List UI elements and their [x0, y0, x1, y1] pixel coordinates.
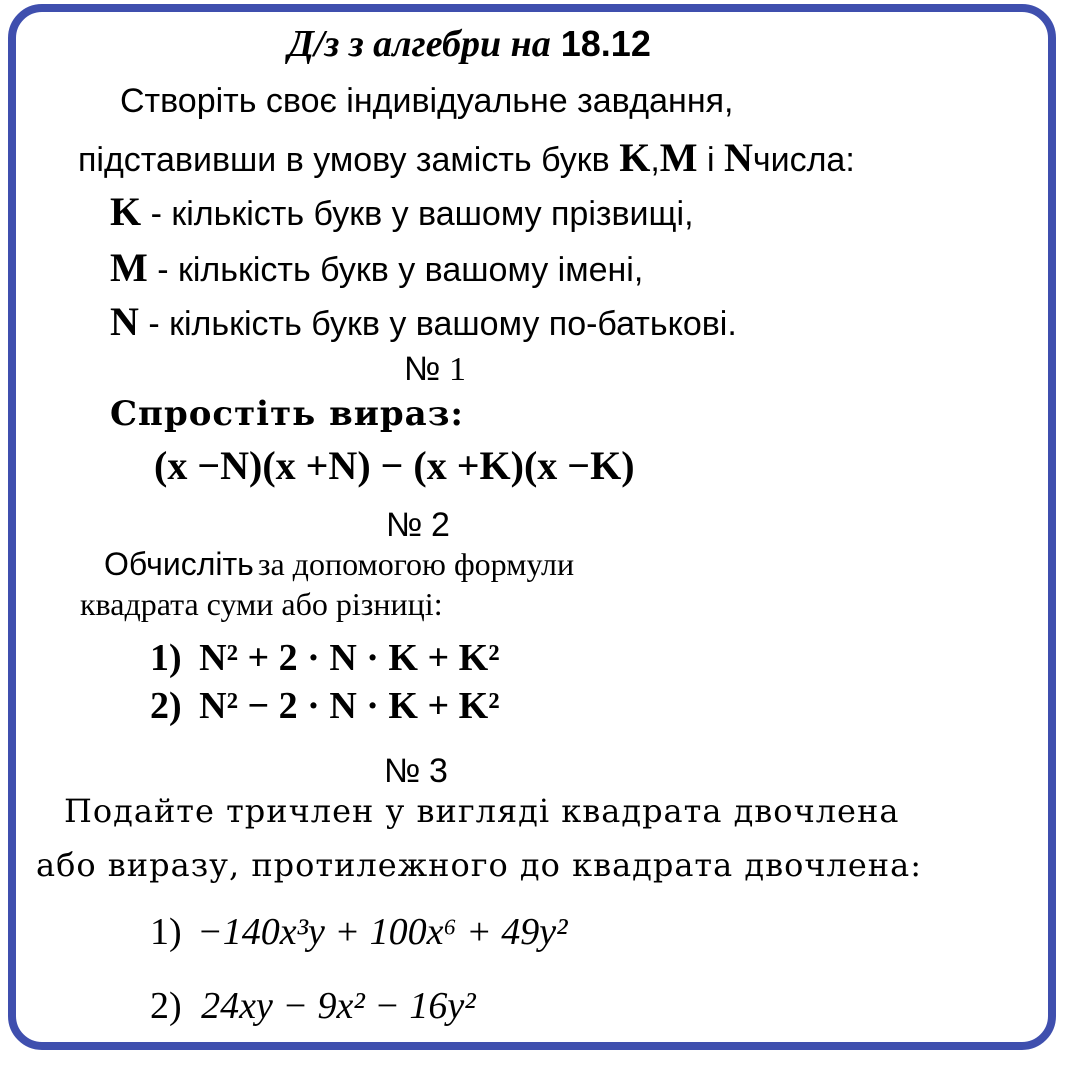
- page-title: [288, 22, 651, 66]
- task-3-instruction-line-2: або виразу, протилежного до квадрата двочлена:: [36, 846, 922, 884]
- definition-m: [110, 244, 643, 291]
- intro-line-2-end: числа:: [752, 141, 855, 179]
- definition-text: - кількість букв у вашому прізвищі,: [150, 195, 694, 233]
- definition-text: - кількість букв у вашому імені,: [157, 251, 644, 289]
- task-1-number: [404, 350, 466, 389]
- var-n-label: N: [724, 135, 753, 180]
- title-date: 18.12: [560, 23, 651, 64]
- var-m-label: M: [659, 135, 698, 180]
- number-sign: №: [384, 752, 421, 790]
- task-3-number: [384, 752, 448, 791]
- task-3-instruction-line-1: Подайте тричлен у вигляді квадрата двочлена: [64, 792, 900, 830]
- definition-text: - кількість букв у вашому по-батькові.: [148, 305, 737, 343]
- expression: (x −N)(x +N) − (x +K)(x −K): [154, 443, 635, 488]
- intro-line-2-text: підставивши в умову замість букв: [78, 141, 610, 179]
- definition-k: [110, 188, 694, 235]
- definition-var: M: [110, 245, 148, 290]
- instruction-part-b: за допомогою формули: [257, 546, 575, 582]
- number-sign: №: [386, 506, 423, 544]
- task-1-instruction: Спростіть вираз:: [110, 394, 464, 434]
- intro-line-1: Створіть своє індивідуальне завдання,: [120, 82, 734, 120]
- task-2-item-2: [150, 684, 500, 728]
- item-expression: N² − 2 · N · K + K²: [199, 685, 500, 727]
- definition-n: [110, 298, 737, 345]
- item-expression: 24xy − 9x² − 16y²: [201, 985, 476, 1027]
- number-sign: №: [404, 350, 441, 388]
- task-2-instruction-line-2: квадрата суми або різниці:: [80, 586, 443, 622]
- intro-line-2: [78, 134, 855, 181]
- task-number: 1: [448, 351, 466, 388]
- item-expression: −140x³y + 100x⁶ + 49y²: [197, 911, 568, 953]
- item-expression: N² + 2 · N · K + K²: [199, 637, 500, 679]
- and-separator: і: [706, 141, 715, 179]
- item-label: 2): [150, 685, 182, 727]
- item-label: 1): [150, 637, 182, 679]
- task-2-number: [386, 506, 450, 545]
- definition-var: N: [110, 299, 139, 344]
- task-2-item-1: [150, 636, 500, 680]
- task-1-expression: [154, 442, 635, 489]
- task-3-item-2: [150, 984, 476, 1028]
- item-label: 2): [150, 985, 182, 1027]
- title-prefix: Д/з з алгебри на: [288, 23, 551, 65]
- instruction-part-a: Обчисліть: [104, 546, 254, 582]
- definition-var: K: [110, 189, 142, 234]
- task-2-instruction: [104, 546, 574, 583]
- task-3-item-1: [150, 910, 568, 954]
- task-number: 3: [428, 752, 448, 790]
- comma-separator: ,: [650, 141, 660, 179]
- item-label: 1): [150, 911, 182, 953]
- var-k-label: K: [619, 135, 651, 180]
- task-number: 2: [430, 506, 450, 544]
